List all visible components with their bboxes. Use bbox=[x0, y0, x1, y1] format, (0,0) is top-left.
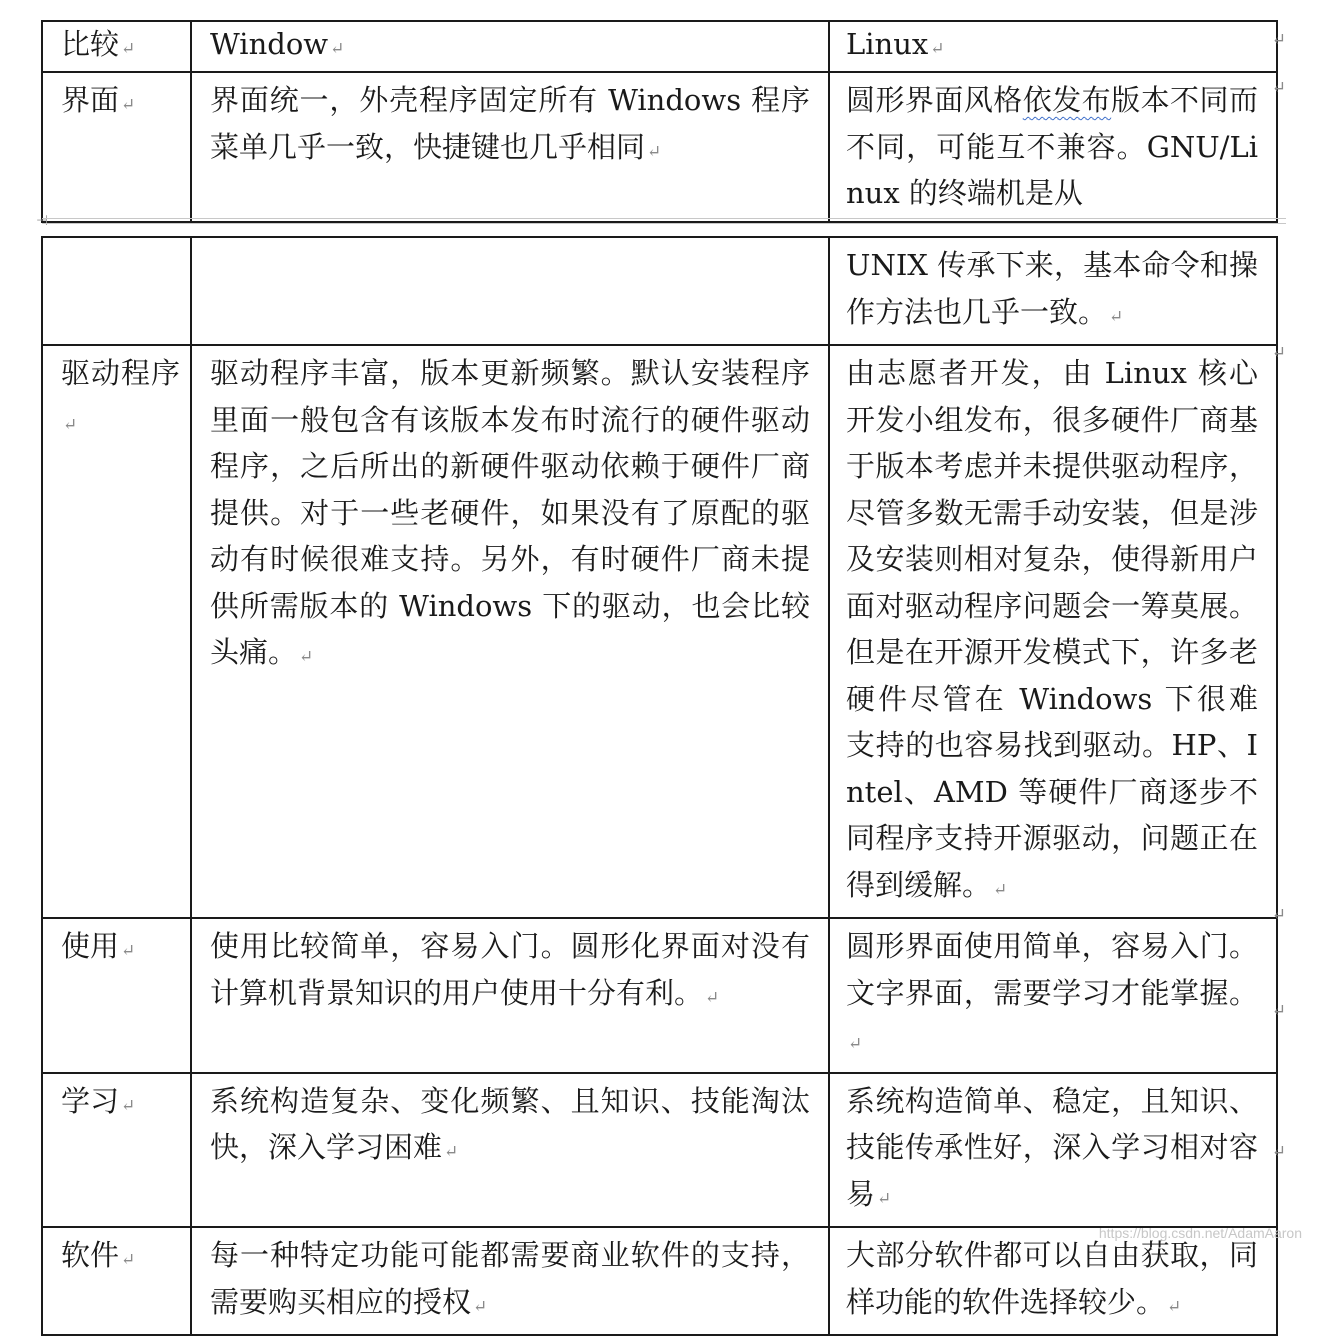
cell-interface-windows: 界面统一，外壳程序固定所有 Windows 程序菜单几乎一致，快捷键也几乎相同 ↵ bbox=[191, 72, 829, 222]
cell-software-linux: 大部分软件都可以自由获取，同样功能的软件选择较少。 ↵ bbox=[829, 1227, 1277, 1335]
header-windows: Window ↵ bbox=[191, 21, 829, 72]
cell-continued-windows bbox=[191, 237, 829, 345]
page-break-tick-icon: ⊣ bbox=[36, 213, 49, 229]
watermark-url: https://blog.csdn.net/AdamAaron bbox=[1098, 1225, 1302, 1241]
row-label-drivers: 驱动程序↵ bbox=[42, 345, 191, 918]
spellcheck-squiggle: 依发布 bbox=[1022, 83, 1112, 117]
cell-continued-linux: UNIX 传承下来，基本命令和操作方法也几乎一致。 ↵ bbox=[829, 237, 1277, 345]
row-end-mark: ↵ bbox=[1271, 343, 1286, 363]
row-end-mark: ↵ bbox=[1271, 30, 1286, 50]
cell-usage-windows: 使用比较简单，容易入门。圆形化界面对没有计算机背景知识的用户使用十分有利。 ↵ bbox=[191, 918, 829, 1073]
cell-drivers-windows: 驱动程序丰富，版本更新频繁。默认安装程序里面一般包含有该版本发布时流行的硬件驱动程序，之后所出的新硬件驱动依赖于硬件厂商提供。对于一些老硬件，如果没有了原配的驱动有时候很难支持。另外，有时硬件厂商未提供所需版本的 Windows 下的驱动，也会比较头痛。 ↵ bbox=[191, 345, 829, 918]
row-end-mark: ↵ bbox=[1271, 905, 1286, 925]
row-end-mark: ↵ bbox=[1271, 78, 1286, 98]
table-row-continued bbox=[42, 237, 1277, 345]
cell-learning-linux: 系统构造简单、稳定，且知识、技能传承性好，深入学习相对容易 ↵ bbox=[829, 1073, 1277, 1228]
comparison-table-top bbox=[41, 20, 1278, 223]
page-break-separator bbox=[36, 213, 1286, 229]
cell-drivers-linux: 由志愿者开发，由 Linux 核心开发小组发布，很多硬件厂商基于版本考虑并未提供驱动程序，尽管多数无需手动安装，但是涉及安装则相对复杂，使得新用户面对驱动程序问题会一筹莫展。但是在开源开发模式下，许多老硬件尽管在 Windows 下很难支持的也容易找到驱动。HP、Intel、AMD 等硬件厂商逐步不同程序支持开源驱动，问题正在得到缓解。 ↵ bbox=[829, 345, 1277, 918]
row-label-software: 软件 ↵ bbox=[42, 1227, 191, 1335]
header-compare: 比较 ↵ bbox=[42, 21, 191, 72]
cell-interface-linux: 圆形界面风格依发布版本不同而不同，可能互不兼容。GNU/Linux 的终端机是从 bbox=[829, 72, 1277, 222]
row-label-usage: 使用 ↵ bbox=[42, 918, 191, 1073]
cell-learning-windows: 系统构造复杂、变化频繁、且知识、技能淘汰快，深入学习困难 ↵ bbox=[191, 1073, 829, 1228]
row-end-mark: ↵ bbox=[1271, 1142, 1286, 1162]
row-end-mark: ↵ bbox=[1271, 1001, 1286, 1021]
row-label-learning: 学习 ↵ bbox=[42, 1073, 191, 1228]
table-row-learning bbox=[42, 1073, 1277, 1228]
cell-software-windows: 每一种特定功能可能都需要商业软件的支持，需要购买相应的授权 ↵ bbox=[191, 1227, 829, 1335]
table-row-usage bbox=[42, 918, 1277, 1073]
row-label-empty bbox=[42, 237, 191, 345]
table-row-drivers bbox=[42, 345, 1277, 918]
cell-usage-linux: 圆形界面使用简单，容易入门。文字界面，需要学习才能掌握。↵ bbox=[829, 918, 1277, 1073]
table-row-interface bbox=[42, 72, 1277, 222]
comparison-table-bottom bbox=[41, 236, 1278, 1336]
header-linux: Linux ↵ bbox=[829, 21, 1277, 72]
table-row-software bbox=[42, 1227, 1277, 1335]
row-label-interface: 界面 ↵ bbox=[42, 72, 191, 222]
table-header-row bbox=[42, 21, 1277, 72]
